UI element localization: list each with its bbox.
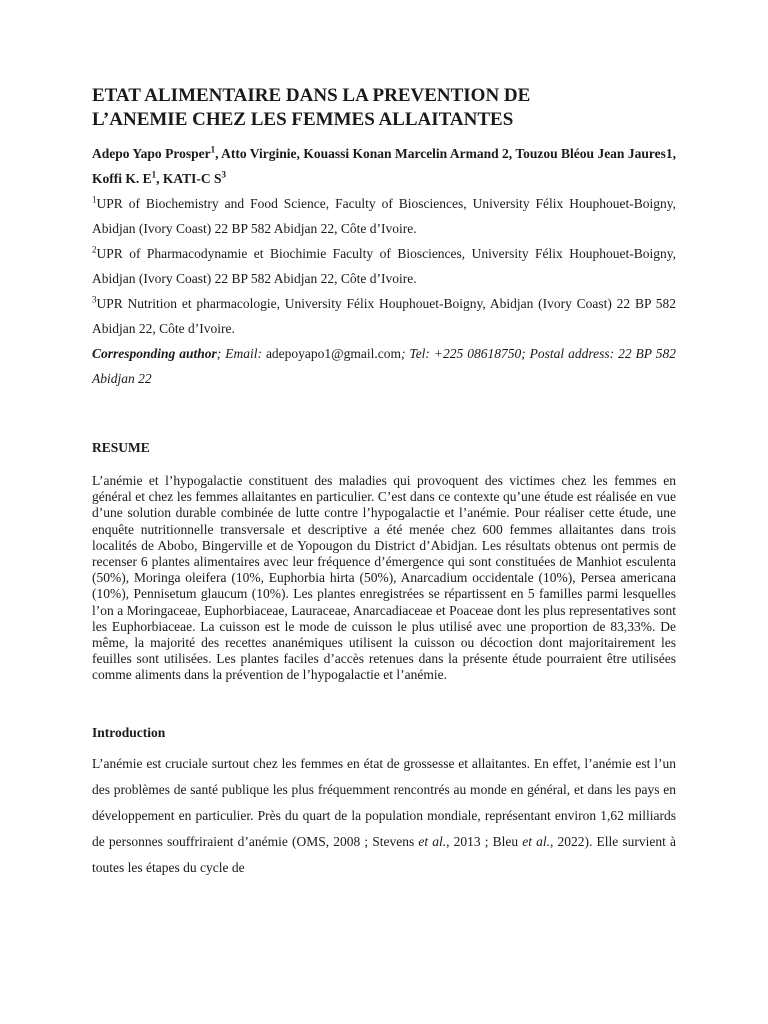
intro-text-part: L’anémie est cruciale surtout chez les femmes en état de grossesse et allaitantes. En effet, l’anémie est l’un des problèmes de santé publique les plus fréquemment rencontrés au monde en général, et dans les pays en développement en particulier. Près du quart de la population mondiale, représentant environ 1,62 milliards de personnes souffriraient d’anémie (OMS, 2008 ; Stevens: [92, 755, 676, 850]
affiliation-marker: 3: [221, 169, 227, 179]
affiliation-number: 2: [92, 244, 97, 255]
author-name: Adepo Yapo Prosper: [92, 146, 211, 161]
author-name: , KATI-C S: [156, 170, 222, 186]
resume-heading: RESUME: [92, 440, 150, 455]
intro-text-part: , 2022). Elle survient à toutes les étapes du cycle de: [92, 834, 676, 876]
intro-text-part: , 2013 ; Bleu: [446, 834, 523, 850]
affiliation-text: UPR Nutrition et pharmacologie, University Félix Houphouet-Boigny, Abidjan (Ivory Coast) 22 BP 582 Abidjan 22, Côte d’Ivoire.: [92, 296, 676, 336]
affiliation-text: UPR of Pharmacodynamie et Biochimie Faculty of Biosciences, University Félix Houphouet-Boigny, Abidjan (Ivory Coast) 22 BP 582 Abidjan 22, Côte d’Ivoire.: [92, 246, 676, 286]
affiliation-marker: 1: [210, 144, 216, 155]
affiliation-number: 1: [92, 194, 97, 205]
article-page: [92, 84, 676, 882]
email-link[interactable]: adepoyapo1@gmail.com: [265, 346, 401, 361]
resume-text: L’anémie et l’hypogalactie constituent des maladies qui provoquent des victimes chez les femmes en général et chez les femmes allaitantes en particulier. C’est dans ce contexte qu’une étude est réalisée en vue d’une solution durable combinée de lutte contre l’hypogalactie et l’anémie. Pour réaliser cette étude, une enquête nutritionnelle transversale et descriptive a été menée chez 600 femmes allaitantes dans trois localités de Abobo, Bingerville et de Yopougon du District d’Abidjan. Les résultats obtenus ont permis de recenser 6 plantes alimentaires avec leur fréquence d’émergence qui sont constituées de Manhiot esculenta (50%), Moringa oleifera (10%, Euphorbia hirta (50%), Anarcadium occidentale (10%), Persea americana (10%), Pennisetum glaucum (10%). Les plantes enregistrées se répartissent en 5 familles parmi lesquelles l’on a Moringaceae, Euphorbiaceae, Lauraceae, Anarcadiaceae et Poaceae dont les plus representatives sont les Euphorbiaceae. La cuisson est le mode de cuisson le plus utilisé avec une proportion de 83,33%. De même, la majorité des recettes ananémiques utilisent la cuisson ou décoction dont majoritairement les feuilles sont utilisées. Les plantes faciles d’accès retenues dans la présente étude pourraient être utilisées comme aliments dans la prévention de l’hypogalactie et l’anémie.: [92, 473, 676, 683]
affiliation-2: [92, 241, 676, 291]
affiliation-text: UPR of Biochemistry and Food Science, Faculty of Biosciences, University Félix Houphouet-Boigny, Abidjan (Ivory Coast) 22 BP 582 Abidjan 22, Côte d’Ivoire.: [92, 196, 676, 236]
contact-details: ; Tel: +225 08618750; Postal address: 22 BP 582 Abidjan 22: [92, 346, 677, 386]
corresponding-label: Corresponding author: [92, 346, 217, 361]
et-al: et al.: [418, 834, 447, 850]
email-label: ; Email:: [216, 346, 266, 361]
article-title: ETAT ALIMENTAIRE DANS LA PREVENTION DE L’ANEMIE CHEZ LES FEMMES ALLAITANTES: [92, 85, 531, 130]
author-name: , Atto Virginie, Kouassi Konan Marcelin Armand 2, Touzou Bléou Jean Jaures1, Koffi K. E: [92, 146, 676, 186]
introduction-heading: Introduction: [92, 724, 166, 740]
introduction-text: [92, 751, 676, 882]
author-list: [92, 142, 676, 191]
affiliation-marker: 1: [151, 169, 157, 179]
affiliation-1: [92, 191, 676, 241]
et-al: et al.: [522, 834, 550, 850]
corresponding-author: [92, 341, 676, 391]
affiliation-3: [92, 291, 676, 341]
affiliation-number: 3: [92, 294, 97, 305]
